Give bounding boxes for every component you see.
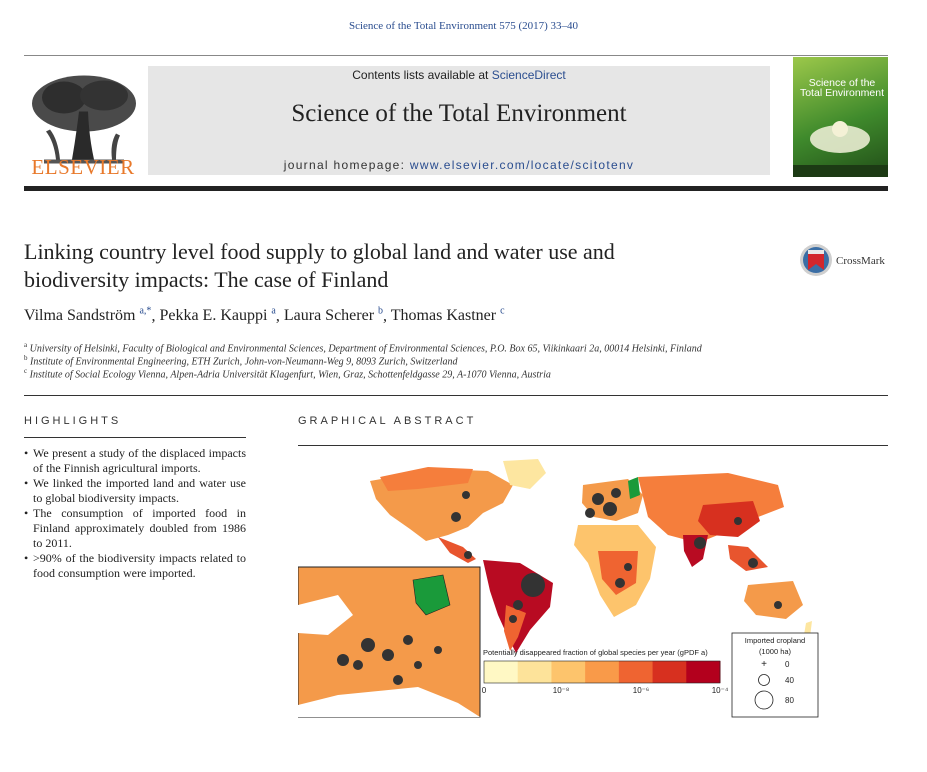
highlight-item: • The consumption of imported food in Finland approximately doubled from 1986 to 2011.	[24, 506, 246, 551]
author-list: Vilma Sandström $^{a,*}$, Pekka E. Kauppi $^a$, Laura Scherer $^b$, Thomas Kastner $^c$	[24, 306, 505, 325]
size-legend	[732, 633, 818, 717]
color-bar-segment	[585, 661, 619, 683]
elsevier-wordmark: ELSEVIER	[31, 155, 135, 179]
inset-bubble	[337, 654, 349, 666]
import-bubble	[592, 493, 604, 505]
import-bubble	[615, 578, 625, 588]
highlights-list	[24, 446, 246, 581]
color-bar-segment	[551, 661, 585, 683]
homepage-link[interactable]: www.elsevier.com/locate/scitotenv	[409, 158, 635, 172]
highlights-heading: HIGHLIGHTS	[24, 415, 122, 427]
homepage-prefix: journal homepage:	[283, 158, 406, 172]
highlights-rule	[24, 437, 246, 438]
map-finland-small	[628, 477, 640, 499]
map-australia	[744, 581, 803, 619]
size-legend-value: 80	[785, 696, 794, 705]
header-thick-rule	[24, 186, 888, 191]
graphical-abstract-heading: GRAPHICAL ABSTRACT	[298, 415, 477, 427]
highlight-item: • >90% of the biodiversity impacts related to food consumption were imported.	[24, 551, 246, 581]
section-rule	[24, 395, 888, 396]
journal-title: Science of the Total Environment	[291, 100, 627, 127]
author[interactable]: Thomas Kastner $^c$	[390, 306, 505, 325]
color-legend-title: Potentially disappeared fraction of global species per year (gPDF a)	[483, 648, 708, 657]
crossmark-label[interactable]: CrossMark	[836, 255, 885, 267]
import-bubble	[611, 488, 621, 498]
cover-title-line1: Science of the	[808, 77, 876, 89]
import-bubble	[451, 512, 461, 522]
color-bar	[484, 661, 721, 683]
cover-art	[793, 57, 888, 177]
color-bar-segment	[619, 661, 653, 683]
import-bubble	[774, 601, 782, 609]
journal-citation: Science of the Total Environment 575 (2017) 33–40	[348, 20, 579, 32]
journal-cover[interactable]	[793, 57, 888, 177]
inset-bubble	[414, 661, 422, 669]
cover-title	[796, 78, 888, 98]
import-bubble	[513, 600, 523, 610]
contents-line	[148, 68, 770, 82]
highlight-item: • We present a study of the displaced impacts of the Finnish agricultural imports.	[24, 446, 246, 476]
import-bubble	[462, 491, 470, 499]
map-se-asia	[728, 545, 768, 571]
color-bar-segment	[653, 661, 687, 683]
color-tick: 10⁻⁴	[711, 686, 729, 695]
graphical-abstract-figure[interactable]	[298, 455, 828, 720]
import-bubble	[509, 615, 517, 623]
size-legend-title-2: (1000 ha)	[758, 647, 792, 656]
title-line1: Linking country level food supply to global land and water use and	[24, 239, 615, 264]
header-rule	[24, 55, 888, 56]
affiliation-c: $^c$ Institute of Social Ecology Vienna, Alpen-Adria Universität Klagenfurt, Wien, Graz, Schottenfeldgasse 29, A-1070 Vienna, Austria	[24, 367, 551, 381]
europe-inset-map	[298, 567, 480, 717]
map-china	[698, 501, 760, 537]
graphical-abstract-rule	[298, 445, 888, 446]
inset-bubble	[382, 649, 394, 661]
inset-bubble	[434, 646, 442, 654]
map-central-america	[438, 537, 476, 563]
color-tick: 10⁻⁸	[552, 686, 570, 695]
affiliation-b: $^b$ Institute of Environmental Engineering, ETH Zurich, John-von-Neumann-Weg 9, 8093 Zurich, Switzerland	[24, 354, 458, 368]
color-legend	[482, 648, 729, 695]
sciencedirect-link[interactable]: ScienceDirect	[491, 68, 566, 82]
color-bar-segment	[484, 661, 518, 683]
affiliation-a: $^a$ University of Helsinki, Faculty of Biological and Environmental Sciences, Department of Environmental Sciences, P.O. Box 65, Viikinkaari 2a, 00014 Helsinki, Finland	[24, 341, 702, 355]
article-title	[24, 238, 744, 294]
color-bar-segment	[518, 661, 552, 683]
import-bubble	[603, 502, 617, 516]
color-tick: 0	[481, 686, 487, 695]
inset-bubble	[361, 638, 375, 652]
author[interactable]: Vilma Sandström $^{a,*}$	[24, 306, 152, 325]
size-legend-plus-icon: +	[761, 659, 767, 670]
homepage-line	[148, 158, 770, 172]
color-tick: 10⁻⁶	[632, 686, 650, 695]
import-bubble	[748, 558, 758, 568]
highlight-item: • We linked the imported land and water use to global biodiversity impacts.	[24, 476, 246, 506]
inset-bubble	[393, 675, 403, 685]
size-legend-value: 40	[785, 676, 794, 685]
import-bubble	[585, 508, 595, 518]
author[interactable]: Pekka E. Kauppi $^a$	[159, 306, 276, 325]
import-bubble	[694, 537, 706, 549]
inset-bubble	[403, 635, 413, 645]
import-bubble	[521, 573, 545, 597]
title-line2: biodiversity impacts: The case of Finland	[24, 267, 389, 292]
import-bubble	[464, 551, 472, 559]
author[interactable]: Laura Scherer $^b$	[283, 306, 384, 325]
import-bubble	[624, 563, 632, 571]
color-bar-segment	[686, 661, 720, 683]
cover-title-line2: Total Environment	[799, 87, 885, 99]
inset-bubble	[353, 660, 363, 670]
import-bubble	[734, 517, 742, 525]
contents-prefix: Contents lists available at	[352, 68, 489, 82]
size-legend-title-1: Imported cropland	[744, 636, 806, 645]
crossmark-icon[interactable]	[798, 242, 834, 278]
size-legend-value: 0	[785, 660, 790, 669]
